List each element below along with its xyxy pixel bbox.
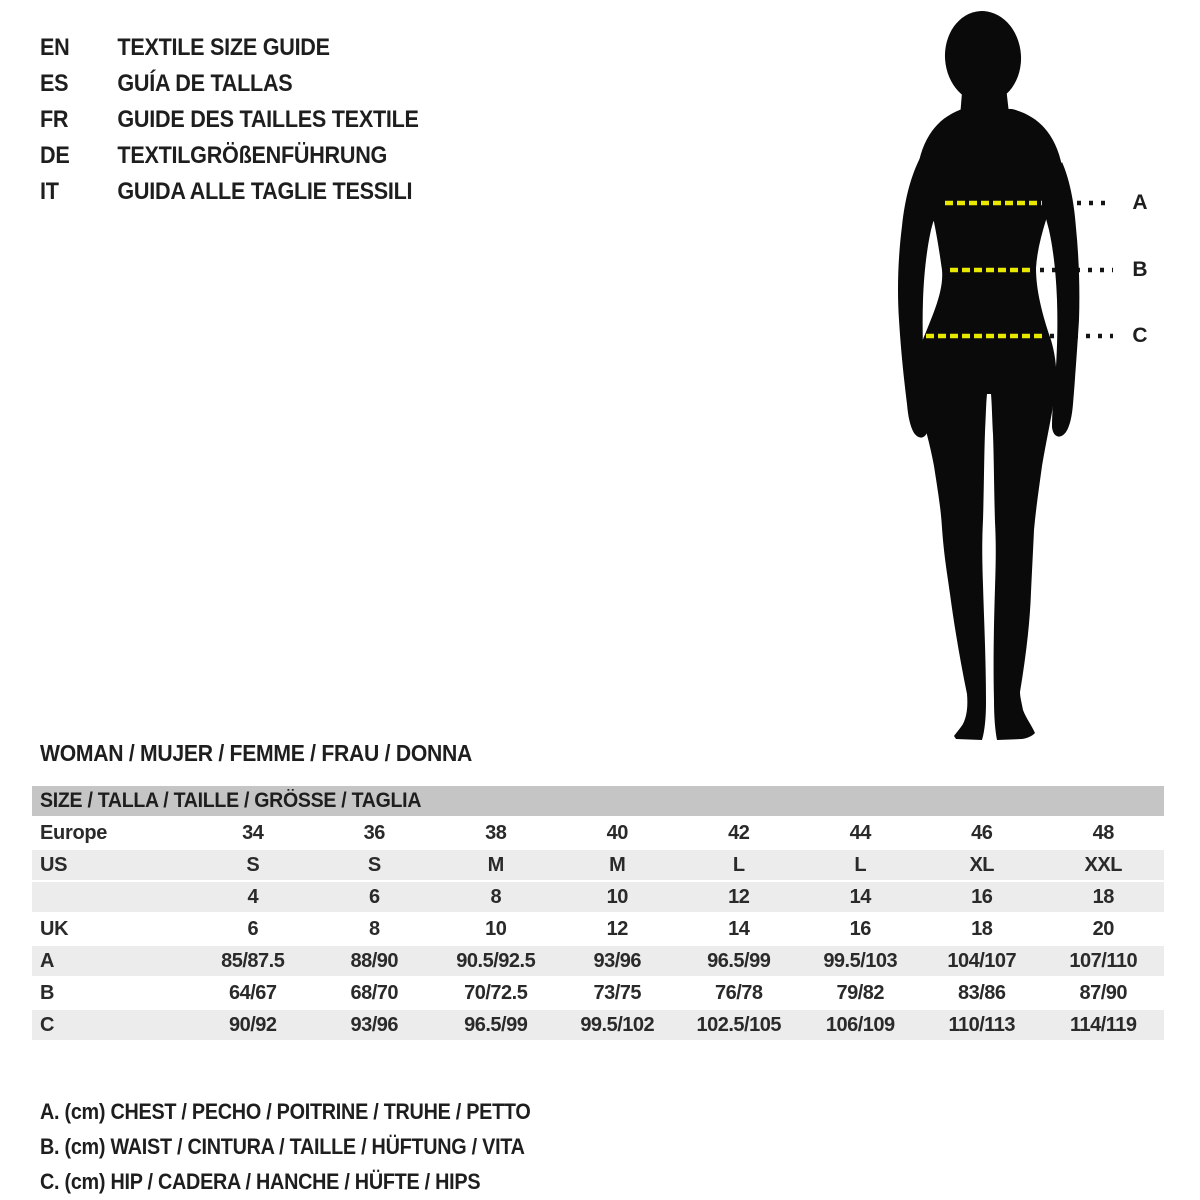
size-cell: 70/72.5: [464, 982, 528, 1004]
size-cell: 12: [606, 918, 628, 940]
size-cell: 87/90: [1079, 982, 1128, 1004]
size-cell: 48: [1092, 822, 1114, 844]
size-cell: 6: [368, 886, 380, 908]
size-cell: 114/119: [1069, 1014, 1137, 1036]
size-cell: XXL: [1084, 854, 1122, 876]
measure-label-c: C: [1132, 324, 1148, 347]
language-row: [40, 174, 419, 210]
language-row: [40, 102, 419, 138]
size-cell: 42: [728, 822, 750, 844]
size-cell: 10: [485, 918, 507, 940]
table-row: [32, 978, 1164, 1008]
size-table-rows: [32, 818, 1164, 1040]
size-cell: 40: [606, 822, 628, 844]
size-cell: 107/110: [1069, 950, 1138, 972]
table-row: [32, 914, 1164, 944]
size-table-header-label: SIZE / TALLA / TAILLE / GRÖSSE / TAGLIA: [40, 789, 422, 812]
measure-label-a: A: [1132, 191, 1148, 214]
language-code: EN: [40, 34, 70, 61]
language-list: [40, 30, 461, 210]
size-cell: M: [609, 854, 626, 876]
size-cell: 12: [728, 886, 750, 908]
table-row: [32, 818, 1164, 848]
language-label: GUÍA DE TALLAS: [117, 70, 293, 97]
size-cell: 14: [849, 886, 871, 908]
size-cell: 20: [1092, 918, 1114, 940]
size-cell: 18: [1092, 886, 1114, 908]
section-title: WOMAN / MUJER / FEMME / FRAU / DONNA: [40, 740, 473, 766]
size-cell: 93/96: [350, 1014, 399, 1036]
size-cell: 38: [485, 822, 507, 844]
measure-label-b: B: [1132, 258, 1148, 281]
legend-line: B. (cm) WAIST / CINTURA / TAILLE / HÜFTUNG / VITA: [40, 1133, 525, 1159]
size-cell: 106/109: [825, 1014, 895, 1036]
size-cell: 96.5/99: [464, 1014, 528, 1036]
size-cell: 93/96: [593, 950, 642, 972]
table-row-label: US: [40, 854, 68, 876]
size-cell: 16: [849, 918, 871, 940]
size-cell: 16: [971, 886, 993, 908]
size-cell: 83/86: [957, 982, 1006, 1004]
size-cell: S: [246, 854, 260, 876]
size-cell: 44: [849, 822, 871, 844]
woman-silhouette-figure: [870, 0, 1200, 745]
size-cell: L: [732, 854, 745, 876]
table-row-label: A: [40, 950, 55, 972]
table-row-label: C: [40, 1014, 55, 1036]
size-cell: 79/82: [836, 982, 885, 1004]
table-row-label: [32, 882, 192, 912]
language-row: [40, 138, 419, 174]
size-cell: 8: [368, 918, 380, 940]
table-row-label: Europe: [40, 822, 108, 844]
size-guide-figure: [870, 0, 1200, 745]
size-table: [32, 786, 1164, 1040]
language-code: DE: [40, 142, 70, 169]
size-cell: S: [367, 854, 381, 876]
language-label: TEXTILGRÖßENFÜHRUNG: [117, 142, 388, 169]
size-cell: 68/70: [350, 982, 399, 1004]
size-cell: 104/107: [947, 950, 1017, 972]
measurement-legend: [40, 1094, 585, 1199]
table-row: [32, 1010, 1164, 1040]
size-cell: 99.5/102: [580, 1014, 655, 1036]
size-cell: 85/87.5: [221, 950, 285, 972]
size-cell: 76/78: [714, 982, 763, 1004]
size-cell: 88/90: [350, 950, 399, 972]
language-label: TEXTILE SIZE GUIDE: [117, 34, 330, 61]
language-code: IT: [40, 178, 59, 205]
size-cell: 4: [247, 886, 259, 908]
language-label: GUIDA ALLE TAGLIE TESSILI: [117, 178, 413, 205]
size-cell: 46: [971, 822, 993, 844]
size-cell: 102.5/105: [696, 1014, 781, 1036]
table-row-label: B: [40, 982, 55, 1004]
size-cell: 8: [490, 886, 502, 908]
language-code: ES: [40, 70, 69, 97]
size-cell: 6: [247, 918, 259, 940]
language-row: [40, 66, 419, 102]
size-cell: 14: [728, 918, 750, 940]
table-row: [32, 946, 1164, 976]
size-cell: 73/75: [593, 982, 642, 1004]
size-cell: 36: [363, 822, 385, 844]
legend-line: A. (cm) CHEST / PECHO / POITRINE / TRUHE / PETTO: [40, 1098, 531, 1124]
size-cell: 110/113: [948, 1014, 1016, 1036]
size-cell: XL: [969, 854, 995, 876]
table-row-label: UK: [40, 918, 69, 940]
size-cell: 64/67: [228, 982, 277, 1004]
table-row: [32, 850, 1164, 880]
size-cell: M: [487, 854, 504, 876]
language-label: GUIDE DES TAILLES TEXTILE: [117, 106, 419, 133]
size-cell: 99.5/103: [823, 950, 898, 972]
table-row: [32, 882, 1164, 912]
size-cell: 90/92: [228, 1014, 277, 1036]
language-code: FR: [40, 106, 69, 133]
legend-line: C. (cm) HIP / CADERA / HANCHE / HÜFTE / HIPS: [40, 1168, 481, 1194]
size-cell: 90.5/92.5: [456, 950, 536, 972]
size-cell: 96.5/99: [707, 950, 771, 972]
language-row: [40, 30, 419, 66]
size-cell: L: [854, 854, 867, 876]
size-cell: 34: [242, 822, 264, 844]
size-cell: 10: [606, 886, 628, 908]
size-cell: 18: [971, 918, 993, 940]
size-table-header-bar: [32, 786, 1164, 816]
